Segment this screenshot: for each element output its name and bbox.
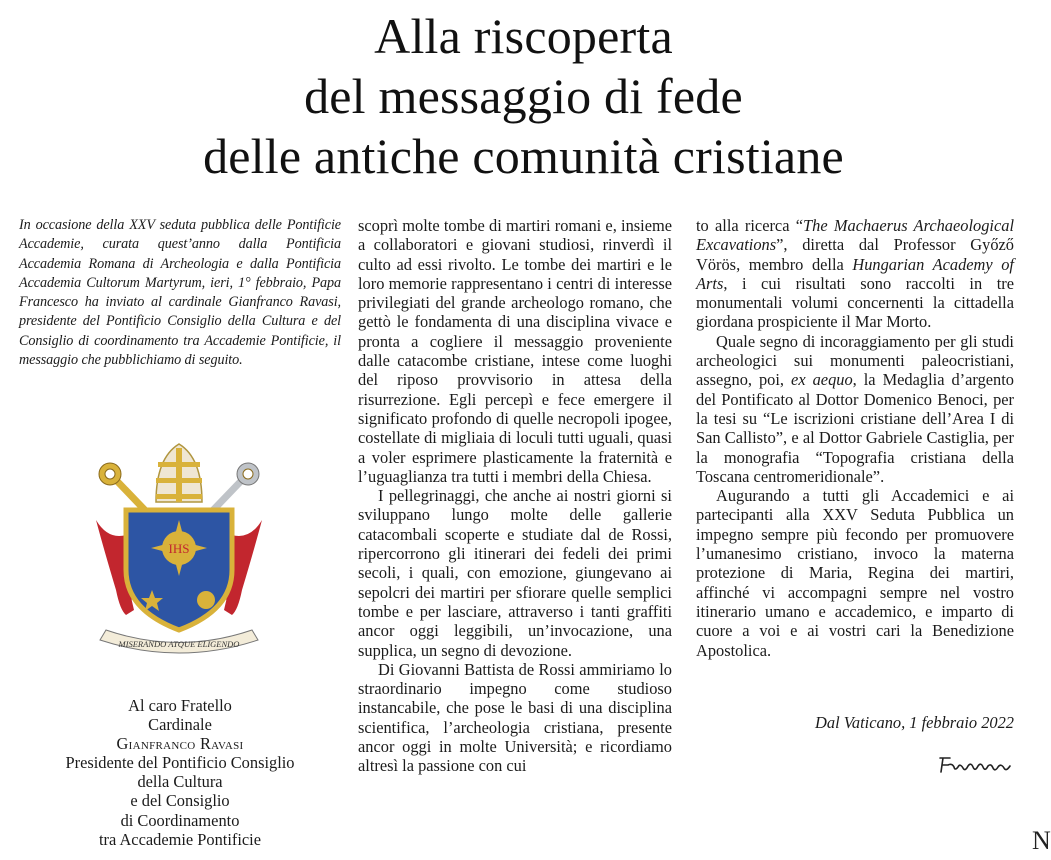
address-name: Gianfranco Ravasi [116,734,244,754]
address-line-4: Presidente del Pontificio Consiglio [65,753,295,773]
body-paragraph: Di Giovanni Battista de Rossi ammiriamo lo straordinario impegno come studioso instancabile, che pose le basi di una disciplina scientifica, l’archeologia cristiana, presente ancor oggi in molte Università; e ricordiamo altresì la passione con cui [358,659,672,776]
body-paragraph: Quale segno di incoraggiamento per gli studi archeologici sui monumenti paleocristiani, assegno, poi, ex aequo, la Medaglia d’argento del Pontificato al Dottor Domenico Benoci, per la tesi su “Le iscrizioni cristiane dell’Area I di San Callisto”, e al Dottor Gabriele Castiglia, per la monografia “Topografia cristiana della Toscana centromeridionale”. [696,331,1014,486]
body-paragraph: scoprì molte tombe di martiri romani e, insieme a collaboratori e giovani studiosi, rinverdì il culto ad essi rivolto. Le tombe dei martiri e le loro memorie rappresentano i centri di interesse privilegiati del grande archeologo romano, che gettò le fondamenta di una disciplina vivace e pronta a cogliere il messaggio proveniente dalle catacombe cristiane, intese come luoghi del riposo provvisorio in attesa della risurrezione. Egli percepì e fece emergere il significato profondo di quelle necropoli ipogee, costellate di migliaia di loculi tutti uguali, quasi a voler esprimere plasticamente la fraternità e l’uguaglianza tra tutti i membri della Chiesa. [358,216,672,486]
intro-paragraph [19,216,341,370]
headline-line-1: Alla riscoperta [374,8,673,64]
svg-text:IHS: IHS [168,541,190,556]
crest-motto: MISERANDO ATQUE ELIGENDO [118,639,240,649]
address-block [19,696,341,849]
address-line-1: Al caro Fratello [128,696,232,715]
address-line-2: Cardinale [148,715,212,735]
intro-text: In occasione della XXV seduta pubblica delle Pontificie Accademie, curata quest’anno dalla Pontificia Accademia Romana di Archeologia e dalla Pontificia Accademia Cultorum Martyrum, ieri, 1° febbraio, Papa Francesco ha inviato al cardinale Gianfranco Ravasi, presidente del Pontificio Consiglio della Cultura e del Consiglio di coordinamento tra Accademie Pontificie, il messaggio che pubblichiamo di seguito. [19,217,341,369]
address-line-7: di Coordinamento [120,810,240,830]
headline-line-2: del messaggio di fede [304,68,743,124]
papal-coat-of-arms-icon [86,440,272,660]
address-line-6: e del Consiglio [130,791,230,811]
next-column-letter: N [1032,826,1051,855]
body-paragraph: to alla ricerca “The Machaerus Archaeological Excavations”, diretta dal Professor Győző Vörös, membro della Hungarian Academy of Arts, i cui risultati sono raccolti in tre monumentali volumi concernenti la cittadella giordana prospiciente il Mar Morto. [696,216,1014,332]
headline [0,6,1047,186]
article-column-3 [696,216,1014,660]
body-paragraph: Augurando a tutti gli Accademici e ai partecipanti alla XXV Seduta Pubblica un impegno sempre più fecondo per promuovere l’umanesimo cristiano, invoco la materna protezione di Maria, Regina dei martiri, affinché vi accompagni sempre nel vostro itinerario umano e accademico, e imparto di cuore a voi e ai vostri cari la Benedizione Apostolica. [696,486,1014,660]
body-paragraph: I pellegrinaggi, che anche ai nostri giorni si sviluppano lungo molte delle gallerie catacombali scoperte e studiate dal de Rossi, ripercorrono gli itinerari dei fedeli dei primi secoli, i quali, con emozione, giungevano ai sepolcri dei martiri per sfiorare quelle semplici tombe e per lasciare, attraverso i tanti graffiti ancor oggi leggibili, un’invocazione, una supplica, un segno di devozione. [358,486,672,660]
headline-line-3: delle antiche comunità cristiane [203,128,844,184]
address-line-5: della Cultura [137,772,223,792]
signature-icon [936,750,1016,778]
article-column-2 [358,216,672,776]
address-line-8: tra Accademie Pontificie [98,829,262,849]
dateline: Dal Vaticano, 1 febbraio 2022 [815,713,1014,732]
